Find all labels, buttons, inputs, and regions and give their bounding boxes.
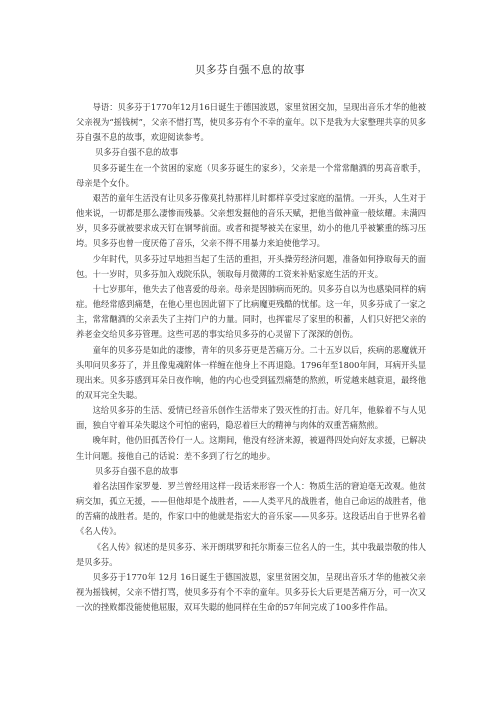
section-heading: 贝多芬自强不息的故事 bbox=[95, 465, 179, 476]
body-paragraph: 少年时代，贝多芬过早地担当起了生活的重担，开头操劳经济问题，准备如何挣取每天的面包。十一岁时，贝多芬加入戏院乐队，领取每月微薄的工资来补贴家庭生活的开支。 bbox=[76, 253, 426, 279]
body-paragraph: 贝多芬诞生在一个贫困的家庭（贝多芬诞生的家乡），父亲是一个常常酗酒的男高音歌手，母亲是个女仆。 bbox=[76, 162, 426, 188]
body-paragraph: 童年的贝多芬是如此的凄惨，青年的贝多芬更是苦痛万分。二十五岁以后，疾病的恶魔就开头叩问贝多芬了，并且像鬼魂附体一样缠在他身上不再退隐。1796年至1800年间，耳病开头显现出来。贝多芬感到耳朵日夜作响，他的内心也受到猛烈痛楚的熬煎，听觉越来越衰退，最终他的双耳完全失聪。 bbox=[76, 344, 426, 400]
page-title: 贝多芬自强不息的故事 bbox=[195, 64, 305, 76]
intro-paragraph: 导语：贝多芬于1770年12月16日诞生于德国波恩，家里贫困交加，呈现出音乐才华的他被父亲视为“摇钱树”，父亲不惜打骂，使贝多芬有个不幸的童年。以下是我为大家整理共享的贝多芬自强不息的故事，欢迎阅读参考。 bbox=[76, 102, 426, 143]
body-paragraph: 《名人传》叙述的是贝多芬、米开朗琪罗和托尔斯泰三位名人的一生，其中我最崇敬的伟人是贝多芬。 bbox=[76, 541, 426, 567]
body-paragraph: 十七岁那年，他失去了他喜爱的母亲。母亲是因肺病而死的。贝多芬自以为也感染同样的病症。他经常感到痛楚，在他心里也因此留下了比病魔更残酷的忧郁。这一年，贝多芬成了一家之主，常常酗酒的父亲丢失了主持门户的力量。同时，也挥霍尽了家里的积蓄，人们只好把父亲的养老金交给贝多芬管理。这些可恶的事实给贝多芬的心灵留下了深深的创伤。 bbox=[76, 283, 426, 340]
body-paragraph: 着名法国作家罗曼．罗兰曾经用这样一段话来形容一个人：物质生活的窘迫毫无改观。他贫病交加，孤立无援，——但他却是个战胜者，——人类平凡的战胜者，他自己命运的战胜者，他的苦痛的战胜者。是的，作家口中的他就是指宏大的音乐家——贝多芬。这段话出自于世界名着《名人传》。 bbox=[76, 480, 426, 537]
document-body bbox=[76, 100, 426, 615]
body-paragraph: 这给贝多芬的生活、爱情已经音乐创作生活带来了毁灭性的打击。好几年，他躲着不与人见面，独自守着耳朵失聪这个可怕的密码，隐忍着巨大的精神与肉体的双重苦痛熬煎。 bbox=[76, 405, 426, 431]
body-paragraph: 艰苦的童年生活没有让贝多芬像莫扎特那样儿时都样享受过家庭的温情。一开头，人生对于他来说，一切都是那么凄惨而残暴。父亲想发掘他的音乐天赋，把他当做神童一般炫耀。未满四岁，贝多芬就被要求成天钉在钢琴前面。或者和提琴被关在家里，幼小的他几乎被繁重的练习压垮。贝多芬也曾一度厌倦了音乐，父亲不得不用暴力来迫使他学习。 bbox=[76, 192, 426, 249]
body-paragraph: 贝多芬于1770年 12月 16日诞生于德国波恩，家里贫困交加，呈现出音乐才华的他被父亲视为摇钱树，父亲不惜打骂，使贝多芬有个不幸的童年。贝多芬长大后更是苦痛万分，可一次又一次的挫败都没能使他屈服，双耳失聪的他同样在生命的57年间完成了100多件作品。 bbox=[76, 571, 426, 613]
body-paragraph: 晚年时，他仍旧孤苦伶仃一人。这期间，他没有经济来源，被逼得四处向好友求援，已解决生计问题。接他自己的话说：差不多到了行乞的地步。 bbox=[76, 435, 426, 461]
section-heading: 贝多芬自强不息的故事 bbox=[95, 147, 179, 158]
